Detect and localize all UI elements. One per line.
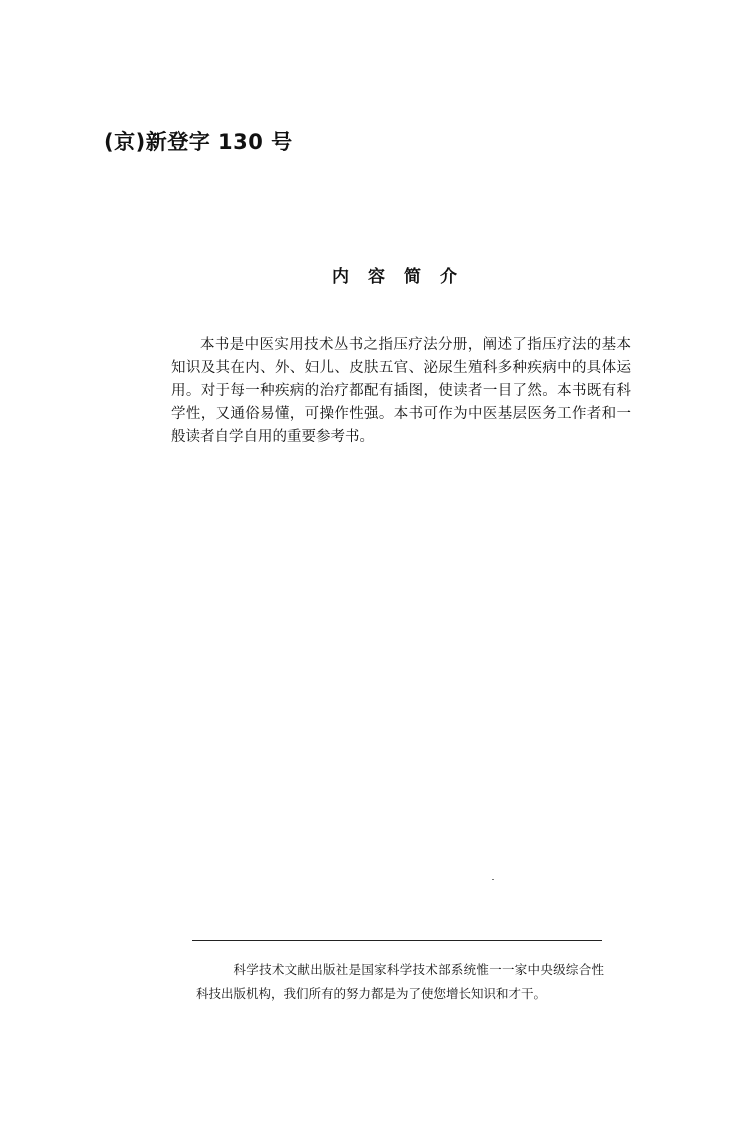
section-heading: 内容简介 xyxy=(332,267,476,287)
scan-speck xyxy=(492,879,494,880)
publisher-note: 科学技术文献出版社是国家科学技术部系统惟一一家中央级综合性科技出版机构，我们所有的努力都是为了使您增长知识和才干。 xyxy=(196,962,604,1001)
divider-line xyxy=(192,940,602,941)
registration-number: (京)新登字 130 号 xyxy=(104,130,293,154)
summary-paragraph: 本书是中医实用技术丛书之指压疗法分册，阐述了指压疗法的基本知识及其在内、外、妇儿、皮肤五官、泌尿生殖科多种疾病中的具体运用。对于每一种疾病的治疗都配有插图，使读者一目了然。本书既有科学性，又通俗易懂，可操作性强。本书可作为中医基层医务工作者和一般读者自学自用的重要参考书。 xyxy=(171,337,631,445)
